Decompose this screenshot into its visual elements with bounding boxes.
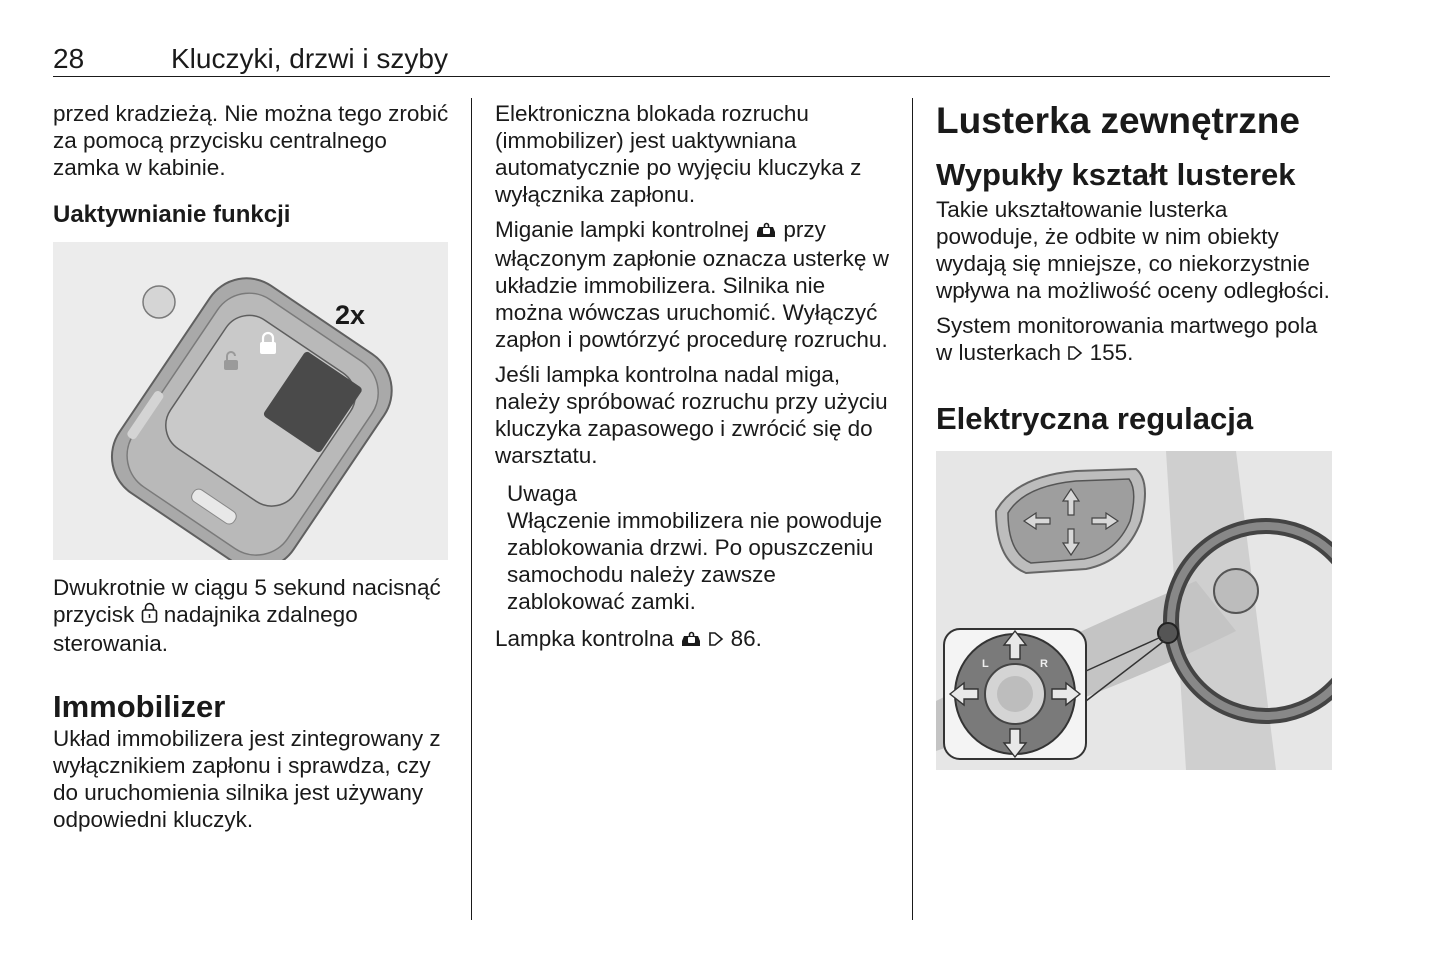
blink-warning-paragraph [495,216,895,353]
convex-heading: Wypukły kształt lusterek [936,157,1296,192]
lamp-reference-text: Lampka kontrolna [495,626,674,651]
reference-arrow-icon [1067,341,1083,368]
mirror-control-illustration [936,451,1332,770]
column-divider-2 [912,98,913,920]
column-1 [53,100,458,833]
blink-warning-text-a: Miganie lampki kontrolnej [495,217,749,242]
blindspot-text: System monitorowania martwego pola w lusterkach [936,313,1318,365]
press-count-label: 2x [335,300,366,330]
blindspot-page: 155. [1089,340,1134,365]
reference-arrow-icon [708,627,724,654]
running-title: Kluczyki, drzwi i szyby [171,43,448,74]
immobilizer-paragraph: Układ immobilizera jest zintegrowany z wyłącznikiem zapłonu i sprawdza, czy do uruchomienia silnika jest używany odpowiedni kluczyk. [53,726,441,832]
immobilizer-heading: Immobilizer [53,689,226,724]
immobilizer-lamp-icon [680,627,702,654]
convex-paragraph: Takie ukształtowanie lusterka powoduje, że odbite w nim obiekty wydają się mniejsze, co niekorzystnie wpływa na możliwość oceny odległości. [936,197,1330,303]
press-instruction-text-a: Dwukrotnie w ciągu 5 sekund nacisnąć przycisk [53,575,441,627]
lamp-reference-page: 86. [730,626,762,651]
electric-adjust-heading: Elektryczna regulacja [936,401,1254,436]
press-instruction-text-b: nadajnika zdalnego sterowania. [53,602,358,656]
auto-activation-paragraph: Elektroniczna blokada rozruchu (immobilizer) jest uaktywniana automatycznie po wyjęciu kluczyka z wyłącznika zapłonu. [495,101,862,207]
blink-warning-text-b: przy włączonym zapłonie oznacza usterkę w układzie immobilizera. Silnika nie można wówczas uruchomić. Wyłączyć zapłon i powtórzyć procedurę rozruchu. [495,217,889,352]
control-label-left: L [982,658,989,670]
note-box [495,480,895,615]
page-header [53,40,1330,77]
key-fob-figure [53,242,448,560]
note-text: Włączenie immobilizera nie powoduje zablokowania drzwi. Po opuszczeniu samochodu należy zawsze zablokować zamki. [507,508,883,614]
mirror-control-figure [936,451,1332,770]
key-fob-illustration [53,242,448,560]
page-number: 28 [53,43,85,74]
intro-paragraph: przed kradzieżą. Nie można tego zrobić za pomocą przycisku centralnego zamka w kabinie. [53,101,449,180]
activation-heading: Uaktywnianie funkcji [53,201,291,228]
mirrors-heading: Lusterka zewnętrzne [936,100,1300,141]
press-instruction-paragraph [53,574,458,657]
still-blinking-paragraph: Jeśli lampka kontrolna nadal miga, należy spróbować rozruchu przy użyciu kluczyka zapasowego i zwrócić się do warsztatu. [495,362,888,468]
note-title: Uwaga [507,481,578,506]
control-label-right: R [1040,658,1048,670]
blindspot-paragraph [936,312,1332,368]
immobilizer-lamp-icon [755,218,777,245]
lamp-reference-paragraph [495,625,895,654]
column-3 [936,100,1332,770]
column-divider-1 [471,98,472,920]
column-2 [495,100,895,654]
lock-icon [141,602,158,630]
